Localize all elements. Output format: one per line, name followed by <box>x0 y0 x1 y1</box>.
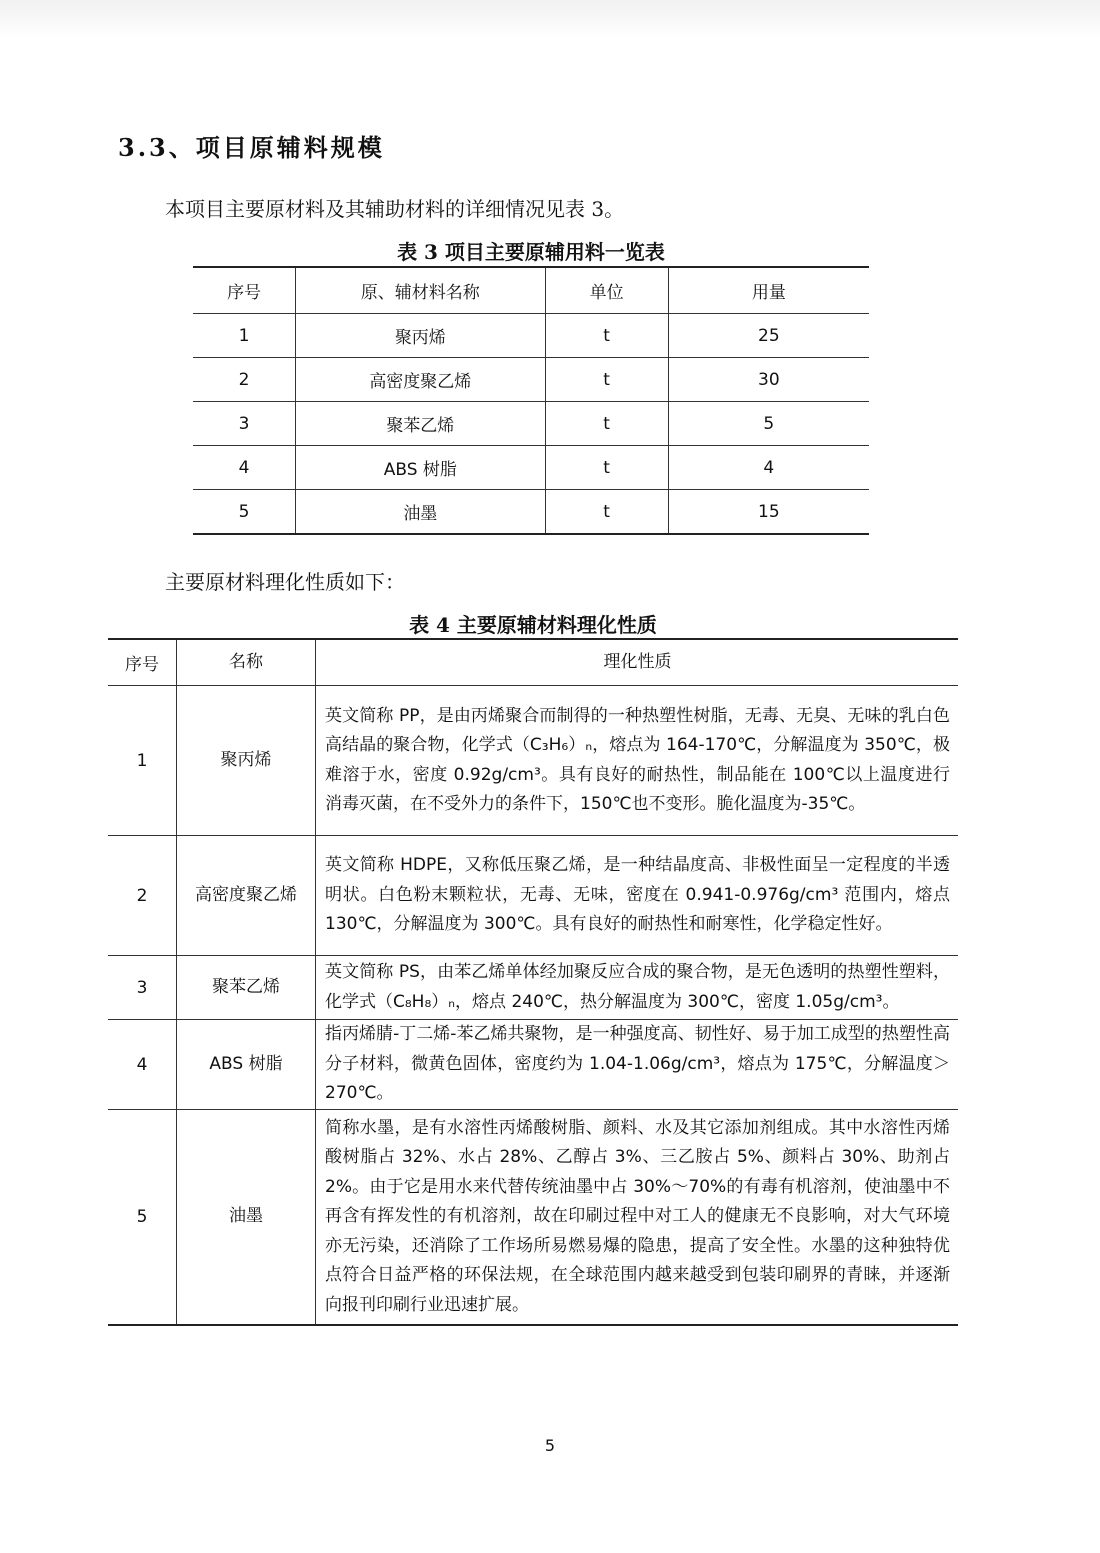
cell-amount: 25 <box>668 314 869 358</box>
table4-header-row <box>108 639 958 686</box>
cell-no: 3 <box>108 956 177 1020</box>
cell-no: 1 <box>108 686 177 836</box>
table3-header-name: 原、辅材料名称 <box>296 267 545 314</box>
cell-no: 1 <box>193 314 296 358</box>
cell-unit: t <box>545 402 668 446</box>
cell-name: 油墨 <box>296 490 545 535</box>
cell-name: 高密度聚乙烯 <box>296 358 545 402</box>
cell-name: 高密度聚乙烯 <box>177 836 316 956</box>
table3-header-row <box>193 267 869 314</box>
table3-header-unit: 单位 <box>545 267 668 314</box>
cell-no: 4 <box>108 1020 177 1110</box>
cell-unit: t <box>545 314 668 358</box>
cell-properties: 指丙烯腈-丁二烯-苯乙烯共聚物，是一种强度高、韧性好、易于加工成型的热塑性高分子材料，微黄色固体，密度约为 1.04-1.06g/cm³，熔点为 175℃，分解温度＞270℃。 <box>316 1020 959 1110</box>
table3-caption: 表 3 项目主要原辅用料一览表 <box>397 240 665 264</box>
cell-name: 聚苯乙烯 <box>296 402 545 446</box>
table4-caption: 表 4 主要原辅材料理化性质 <box>409 613 657 637</box>
cell-properties: 英文简称 PP，是由丙烯聚合而制得的一种热塑性树脂，无毒、无臭、无味的乳白色高结晶的聚合物，化学式（C₃H₆）ₙ，熔点为 164-170℃，分解温度为 350℃，极难溶于水，密度 0.92g/cm³。具有良好的耐热性，制品能在 100℃以上温度进行消毒灭菌，在不受外力的条件下，150℃也不变形。脆化温度为-35℃。 <box>316 686 959 836</box>
cell-no: 2 <box>193 358 296 402</box>
cell-name: ABS 树脂 <box>296 446 545 490</box>
page-number: 5 <box>544 1436 556 1455</box>
table-row <box>193 358 869 402</box>
cell-properties: 简称水墨，是有水溶性丙烯酸树脂、颜料、水及其它添加剂组成。其中水溶性丙烯酸树脂占 32%、水占 28%、乙醇占 3%、三乙胺占 5%、颜料占 30%、助剂占 2%。由于它是用水来代替传统油墨中占 30%～70%的有毒有机溶剂，使油墨中不再含有挥发性的有机溶剂，故在印刷过程中对工人的健康无不良影响，对大气环境亦无污染，还消除了工作场所易燃易爆的隐患，提高了安全性。水墨的这种独特优点符合日益严格的环保法规，在全球范围内越来越受到包装印刷界的青睐，并逐渐向报刊印刷行业迅速扩展。 <box>316 1110 959 1325</box>
cell-name: 聚丙烯 <box>296 314 545 358</box>
cell-no: 3 <box>193 402 296 446</box>
cell-amount: 30 <box>668 358 869 402</box>
cell-amount: 4 <box>668 446 869 490</box>
cell-no: 5 <box>108 1110 177 1325</box>
intro-paragraph: 本项目主要原材料及其辅助材料的详细情况见表 3。 <box>165 197 625 221</box>
section-title: 3.3、项目原辅料规模 <box>118 133 385 162</box>
cell-name: 油墨 <box>177 1110 316 1325</box>
properties-note: 主要原材料理化性质如下： <box>165 570 405 594</box>
cell-no: 4 <box>193 446 296 490</box>
table4-header-name: 名称 <box>177 639 316 686</box>
table-row <box>108 956 958 1020</box>
cell-unit: t <box>545 358 668 402</box>
cell-no: 2 <box>108 836 177 956</box>
cell-no: 5 <box>193 490 296 535</box>
cell-unit: t <box>545 446 668 490</box>
cell-name: 聚丙烯 <box>177 686 316 836</box>
cell-amount: 15 <box>668 490 869 535</box>
table4-material-properties <box>108 638 958 1326</box>
table-row <box>108 686 958 836</box>
table-row <box>108 1110 958 1325</box>
cell-name: ABS 树脂 <box>177 1020 316 1110</box>
cell-name: 聚苯乙烯 <box>177 956 316 1020</box>
table4-header-properties: 理化性质 <box>316 639 959 686</box>
table-row <box>193 490 869 535</box>
table-row <box>108 1020 958 1110</box>
cell-properties: 英文简称 HDPE，又称低压聚乙烯，是一种结晶度高、非极性面呈一定程度的半透明状。白色粉末颗粒状，无毒、无味，密度在 0.941-0.976g/cm³ 范围内，熔点 130℃，分解温度为 300℃。具有良好的耐热性和耐寒性，化学稳定性好。 <box>316 836 959 956</box>
cell-amount: 5 <box>668 402 869 446</box>
table3-header-no: 序号 <box>193 267 296 314</box>
cell-unit: t <box>545 490 668 535</box>
table4-header-no: 序号 <box>108 639 177 686</box>
table3-raw-materials <box>193 266 869 535</box>
table-row <box>108 836 958 956</box>
table-row <box>193 446 869 490</box>
scan-edge <box>0 0 1100 40</box>
cell-properties: 英文简称 PS，由苯乙烯单体经加聚反应合成的聚合物，是无色透明的热塑性塑料，化学式（C₈H₈）ₙ，熔点 240℃，热分解温度为 300℃，密度 1.05g/cm³。 <box>316 956 959 1020</box>
table-row <box>193 314 869 358</box>
table3-header-amount: 用量 <box>668 267 869 314</box>
table-row <box>193 402 869 446</box>
